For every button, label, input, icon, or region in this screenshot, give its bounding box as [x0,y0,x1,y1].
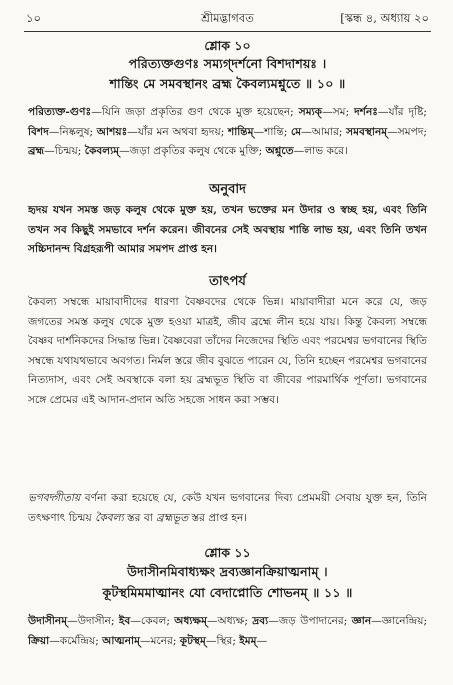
synonym-word: ব্রহ্ম [28,145,45,158]
synonym-meaning: —সমপদ; [387,125,428,138]
synonym-meaning: —শান্তি; [253,125,291,138]
synonym-meaning: —উদাসীন; [67,615,119,627]
verse-10-line-1: পরিত্যক্তগুণঃ সম্যগ্‌দর্শনো বিশদাশয়ঃ । [128,56,327,71]
synonyms-10 [28,103,427,162]
synonym-word: অধ্যক্ষম্‌ [174,615,207,627]
synonym-word: জ্ঞান [351,615,372,627]
book-title: শ্রীমদ্ভাগবত [201,11,254,25]
synonym-word: বিশদ [28,125,49,138]
synonym-meaning: —জড়া প্রকৃতির কলুষ থেকে মুক্তি; [119,145,266,158]
synonym-meaning: —জ্ঞানেন্দ্রিয়; [371,615,428,627]
synonym-word: শান্তিম্‌ [227,125,254,138]
synonym-meaning: —আমার; [301,125,347,138]
synonym-meaning: —লাভ করে। [293,145,348,158]
synonym-word: ইব [118,615,131,627]
synonym-meaning: —অধ্যক্ষ; [206,615,253,627]
synonym-meaning: —কেবল; [130,615,175,627]
page-number: ১০ [26,11,41,25]
verse-11-label: শ্লোক ১১ [204,545,251,560]
synonym-word: দর্শনঃ [354,106,378,118]
synonym-word: কৈবল্যম্‌ [84,145,120,158]
synonym-meaning: —যিনি জড়া প্রকৃতির গুণ থেকে মুক্ত হয়েছেন; [91,106,299,118]
synonyms-11 [28,612,427,651]
synonym-word: উদাসীনম্‌ [28,615,68,627]
verse-10-line-2: শান্তিং মে সমবস্থানং ব্রহ্ম কৈবল্যমশ্নুতে ॥ ১০ ॥ [109,76,346,91]
translation-text: হৃদয় যখন সমস্ত জড় কলুষ থেকে মুক্ত হয়, তখন ভক্তের মন উদার ও স্বচ্ছ হয়, এবং তিনি তখন সব কিছুই সমভাবে দর্শন করেন। জীবনের সেই অবস্থায় শান্তি লাভ হয়, এবং তিনি তখন সচ্চিদানন্দ বিগ্রহরূপী আমার সমপদ প্রাপ্ত হন। [28,204,427,256]
synonym-word: সম্যক্‌ [298,106,323,118]
synonym-word: ইমম্‌ [239,634,257,647]
synonym-meaning: —যাঁর দৃষ্টি; [377,106,427,118]
synonym-meaning: —যাঁর মন অথবা হৃদয়; [127,125,228,138]
verse-11-line-1: উদাসীনমিবাধ্যক্ষং দ্রব্যজ্ঞানক্রিয়াত্মনাম্‌ । [127,564,328,579]
synonym-meaning: —স্থির; [205,634,240,647]
synonym-word: কূটস্থম্‌ [179,634,206,647]
synonym-meaning: — [256,634,268,647]
synonym-word: পরিত্যক্ত-গুণঃ [28,106,92,118]
synonym-word: সমবস্থানম্‌ [346,125,388,138]
purport-paragraph-1: কৈবল্য সম্বন্ধে মায়াবাদীদের ধারণা বৈষ্ণবদের থেকে ভিন্ন। মায়াবাদীরা মনে করে যে, জড় জগতের সমস্ত কলুষ থেকে মুক্ত হওয়া মাত্রই, জীব ব্রহ্মে লীন হয়ে যায়। কিন্তু কৈবল্য সম্বন্ধে বৈষ্ণব দার্শনিকদের সিদ্ধান্ত ভিন্ন। বৈষ্ণবেরা তাঁদের নিজেদের স্থিতি এবং পরমেশ্বর ভগবানের স্থিতি সম্বন্ধে যথাযথভাবে অবগত। নির্মল স্তরে জীব বুঝতে পারেন যে, তিনি হচ্ছেন পরমেশ্বর ভগবানের নিত্যদাস, এবং সেই অবস্থাকে বলা হয় ব্রহ্মভূত স্থিতি বা জীবের পারমার্থিক পূর্ণতা। ভগবানের সঙ্গে প্রেমের এই আদান-প্রদান অতি সহজে সাধন করা সম্ভব। [28,296,427,406]
synonym-word: আত্মনাম্‌ [102,634,140,647]
synonym-meaning: —সম; [322,106,355,118]
synonym-word: ক্রিয়া [28,634,50,647]
verse-11-line-2: কূটস্থমিমমাত্মানং যো বেদাপ্নোতি শোভনম্‌ ॥ ১১ ॥ [102,585,353,600]
purport-heading: তাৎপর্য [209,274,246,289]
synonym-word: মে [290,125,302,138]
translation-heading: অনুবাদ [209,182,246,197]
synonym-word: দ্রব্য [252,615,269,627]
synonym-word: আশয়ঃ [96,125,128,138]
synonym-meaning: —নিষ্কলুষ; [48,125,97,138]
bhagavad-gita-ref: ভগবদ্গীতায় [28,492,81,504]
verse-10-label: শ্লোক ১০ [204,38,251,53]
purport-paragraph-2: ভগবদ্গীতায় বর্ণনা করা হয়েছে যে, কেউ যখন ভগবানের দিব্য প্রেমময়ী সেবায় যুক্ত হন, তিনি তৎক্ষণাৎ চিন্ময় কৈবল্য স্তর বা ব্রহ্মভূত স্তর প্রাপ্ত হন। [28,492,427,524]
synonym-meaning: —জড় উপাদানের; [268,615,352,627]
synonym-meaning: —মনের; [139,634,180,647]
synonym-word: অশ্নুতে [265,145,294,158]
synonym-meaning: —চিন্ময়; [44,145,85,158]
chapter-reference: [স্কন্ধ ৪, অধ্যায় ২০ [340,11,429,25]
header-rule [24,31,431,32]
page-header [26,8,429,28]
synonym-meaning: —কর্মেন্দ্রিয়; [49,634,103,647]
